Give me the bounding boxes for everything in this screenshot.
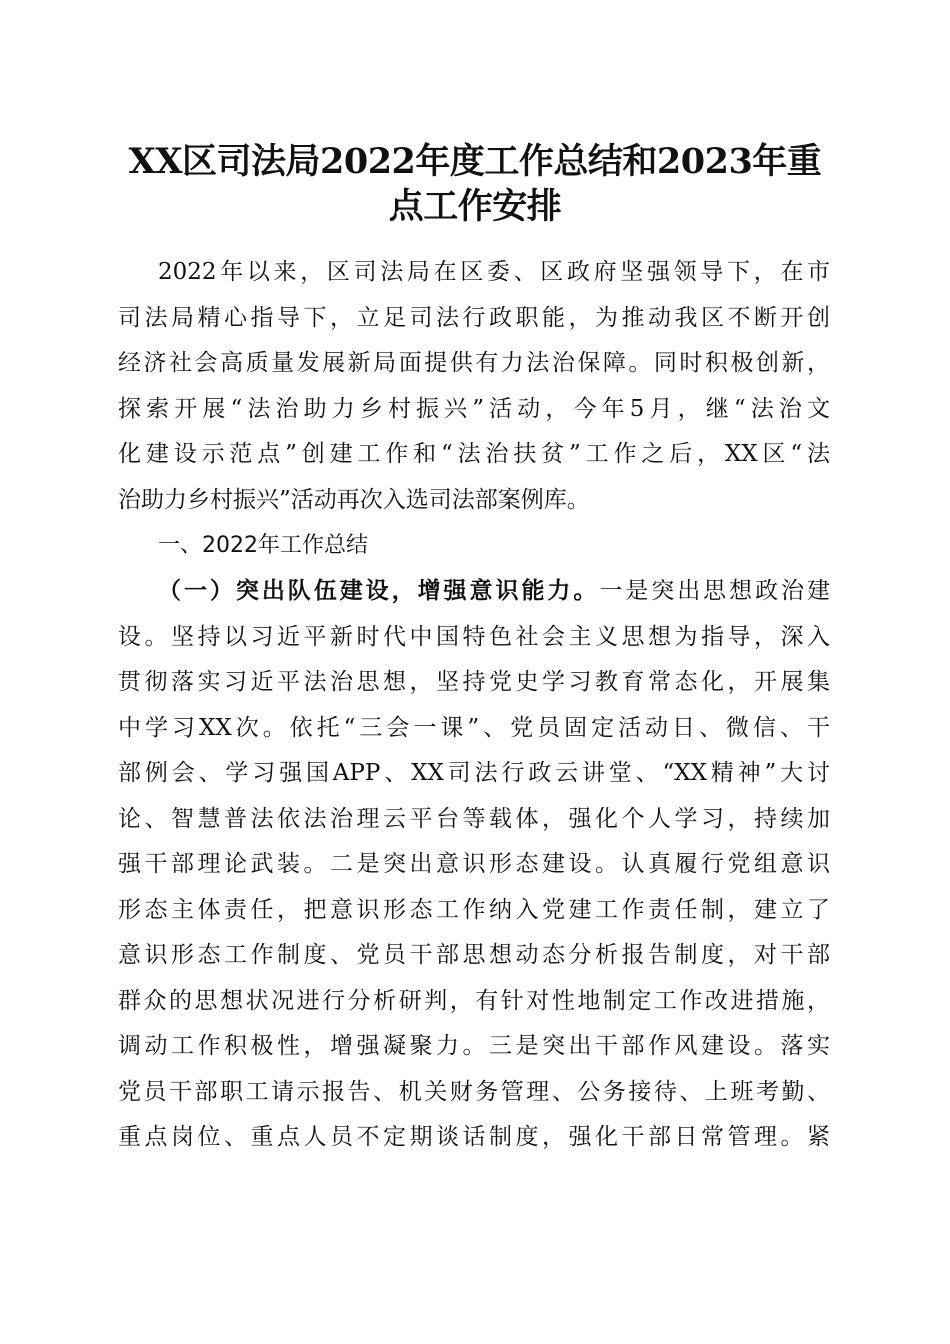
section-heading: 一、2022年工作总结	[158, 533, 368, 558]
subsection-first-line-text: 一是突出思想政治建	[599, 578, 831, 604]
intro-line: 经济社会高质量发展新局面提供有力法治保障。同时积极创新，	[118, 350, 830, 376]
body-line: 中学习XX次。依托“三会一课”、党员固定活动日、微信、干	[118, 715, 830, 741]
subsection-first-line	[158, 575, 830, 607]
document-title-line-2: 点工作安排	[388, 186, 562, 227]
body-line: 群众的思想状况进行分析研判，有针对性地制定工作改进措施，	[118, 988, 830, 1014]
document-title-line-1: XX区司法局2022年度工作总结和2023年重	[128, 141, 822, 182]
subsection-heading: （一）突出队伍建设，增强意识能力。	[158, 577, 600, 604]
body-line: 强干部理论武装。二是突出意识形态建设。认真履行党组意识	[118, 851, 830, 877]
intro-line: 治助力乡村振兴”活动再次入选司法部案例库。	[118, 487, 590, 513]
intro-line: 化建设示范点”创建工作和“法治扶贫”工作之后，XX区“法	[118, 441, 830, 467]
body-line: 部例会、学习强国APP、XX司法行政云讲堂、“XX精神”大讨	[118, 760, 830, 786]
intro-line: 探索开展“法治助力乡村振兴”活动，今年5月，继“法治文	[118, 396, 830, 422]
body-line: 形态主体责任，把意识形态工作纳入党建工作责任制，建立了	[118, 897, 830, 923]
body-line: 贯彻落实习近平法治思想，坚持党史学习教育常态化，开展集	[118, 669, 830, 695]
body-line: 论、智慧普法依法治理云平台等载体，强化个人学习，持续加	[118, 806, 830, 832]
intro-line: 司法局精心指导下，立足司法行政职能，为推动我区不断开创	[118, 305, 830, 331]
body-line: 重点岗位、重点人员不定期谈话制度，强化干部日常管理。紧	[118, 1124, 830, 1150]
body-line: 党员干部职工请示报告、机关财务管理、公务接待、上班考勤、	[118, 1079, 830, 1105]
body-line: 意识形态工作制度、党员干部思想动态分析报告制度，对干部	[118, 942, 830, 968]
body-line: 调动工作积极性，增强凝聚力。三是突出干部作风建设。落实	[118, 1033, 830, 1059]
intro-line: 2022年以来，区司法局在区委、区政府坚强领导下，在市	[158, 259, 830, 285]
body-line: 设。坚持以习近平新时代中国特色社会主义思想为指导，深入	[118, 624, 830, 650]
